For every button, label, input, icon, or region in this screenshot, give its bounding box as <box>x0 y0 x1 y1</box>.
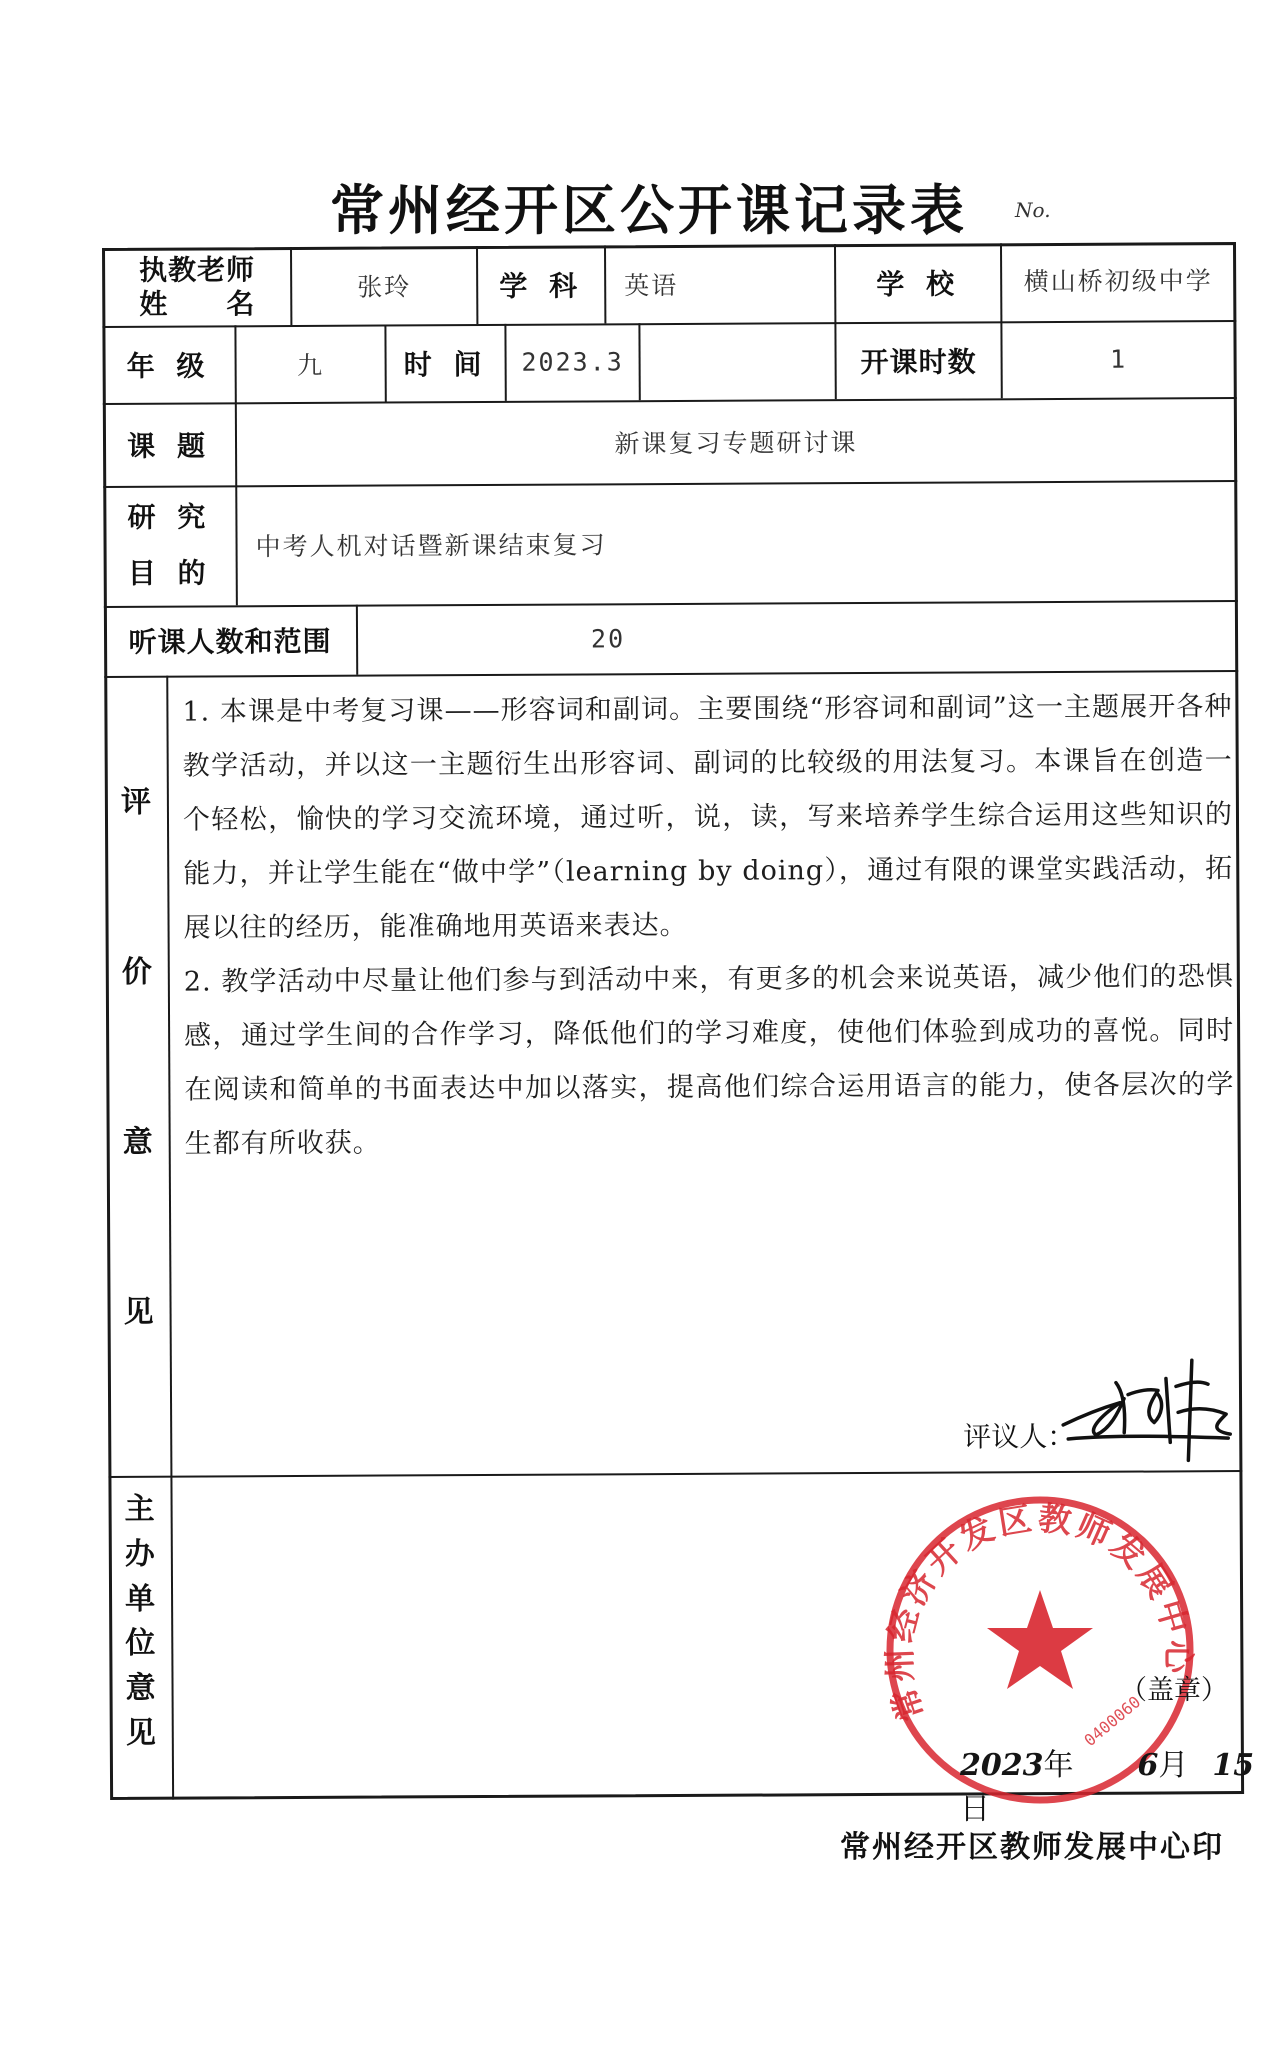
evaluation-paragraph: 2. 教学活动中尽量让他们参与到活动中来，有更多的机会来说英语，减少他们的恐惧感，通过学生间的合作学习，降低他们的学习难度，使他们体验到成功的喜悦。同时在阅读和简单的书面表达中加以落实，提高他们综合运用语言的能力，使各层次的学生都有所收获。 <box>183 961 1235 1160</box>
organizer-label-char: 主 <box>124 1492 155 1528</box>
date-year: 2023 <box>960 1748 1044 1783</box>
seal-note: （盖章） <box>1120 1675 1228 1706</box>
evaluation-text <box>182 680 1235 1171</box>
page-title: 常州经开区公开课记录表 <box>330 178 968 242</box>
evaluation-label-char: 评 <box>120 784 151 820</box>
subject-label: 学 科 <box>499 269 584 303</box>
evaluation-label-char: 见 <box>123 1294 154 1330</box>
research-purpose-label: 研 究 目 的 <box>127 500 212 590</box>
time-label: 时 间 <box>403 347 488 381</box>
organizer-label-char: 位 <box>125 1626 156 1662</box>
evaluation-label-char: 意 <box>122 1124 153 1160</box>
school-label: 学 校 <box>876 267 961 301</box>
evaluation-label-char: 价 <box>121 954 152 990</box>
date-day-unit: 日 <box>960 1792 990 1827</box>
audience-label: 听课人数和范围 <box>128 624 332 659</box>
teacher-name-label <box>122 253 272 322</box>
organizer-label-char: 办 <box>124 1536 155 1572</box>
seal-star-icon <box>987 1590 1093 1689</box>
teacher-name-value: 张玲 <box>357 272 412 302</box>
number-label: No. <box>1015 198 1051 222</box>
date-day: 15 <box>1212 1748 1255 1783</box>
organizer-opinion-label <box>108 1488 171 1756</box>
date-year-unit: 年 <box>1043 1748 1074 1783</box>
organizer-label-char: 意 <box>125 1670 156 1706</box>
audience-value: 20 <box>590 623 626 653</box>
evaluation-paragraph: 1. 本课是中考复习课——形容词和副词。主要围绕“形容词和副词”这一主题展开各种教学活动，并以这一主题衍生出形容词、副词的比较级的用法复习。本课旨在创造一个轻松，愉快的学习交流环境，通过听，说，读，写来培养学生综合运用这些知识的能力，并让学生能在“做中学”（learning by doing），通过有限的课堂实践活动，拓展以往的经历，能准确地用英语来表达。 <box>182 691 1234 944</box>
class-hours-value: 1 <box>1109 344 1128 374</box>
grade-value: 九 <box>297 350 325 380</box>
teacher-name-label-text: 执教老师姓 名 <box>139 253 256 321</box>
date-month-unit: 月 <box>1158 1748 1189 1783</box>
topic-value: 新课复习专题研讨课 <box>614 427 858 458</box>
time-value: 2023.3 <box>521 347 624 377</box>
seal-number: 0400060 <box>1080 1692 1145 1751</box>
class-hours-label: 开课时数 <box>860 344 977 379</box>
reviewer-label: 评议人： <box>963 1419 1076 1454</box>
subject-value: 英语 <box>624 270 679 301</box>
topic-label: 课 题 <box>127 428 211 463</box>
evaluation-label <box>104 718 170 1398</box>
date-line <box>960 1740 1280 1828</box>
grade-label: 年 级 <box>126 348 211 383</box>
research-purpose-value: 中考人机对话暨新课结束复习 <box>255 530 607 562</box>
organizer-label-char: 见 <box>125 1715 156 1751</box>
organizer-label-char: 单 <box>124 1581 156 1617</box>
date-month: 6 <box>1137 1748 1159 1783</box>
school-value: 横山桥初级中学 <box>1023 266 1213 297</box>
reviewer-signature <box>1058 1342 1239 1473</box>
footer-stamp-note: 常州经开区教师发展中心印 <box>840 1830 1224 1865</box>
seal-text: 常州经济开发区教师发展中心 <box>879 1497 1199 1727</box>
column-divider <box>638 323 640 400</box>
